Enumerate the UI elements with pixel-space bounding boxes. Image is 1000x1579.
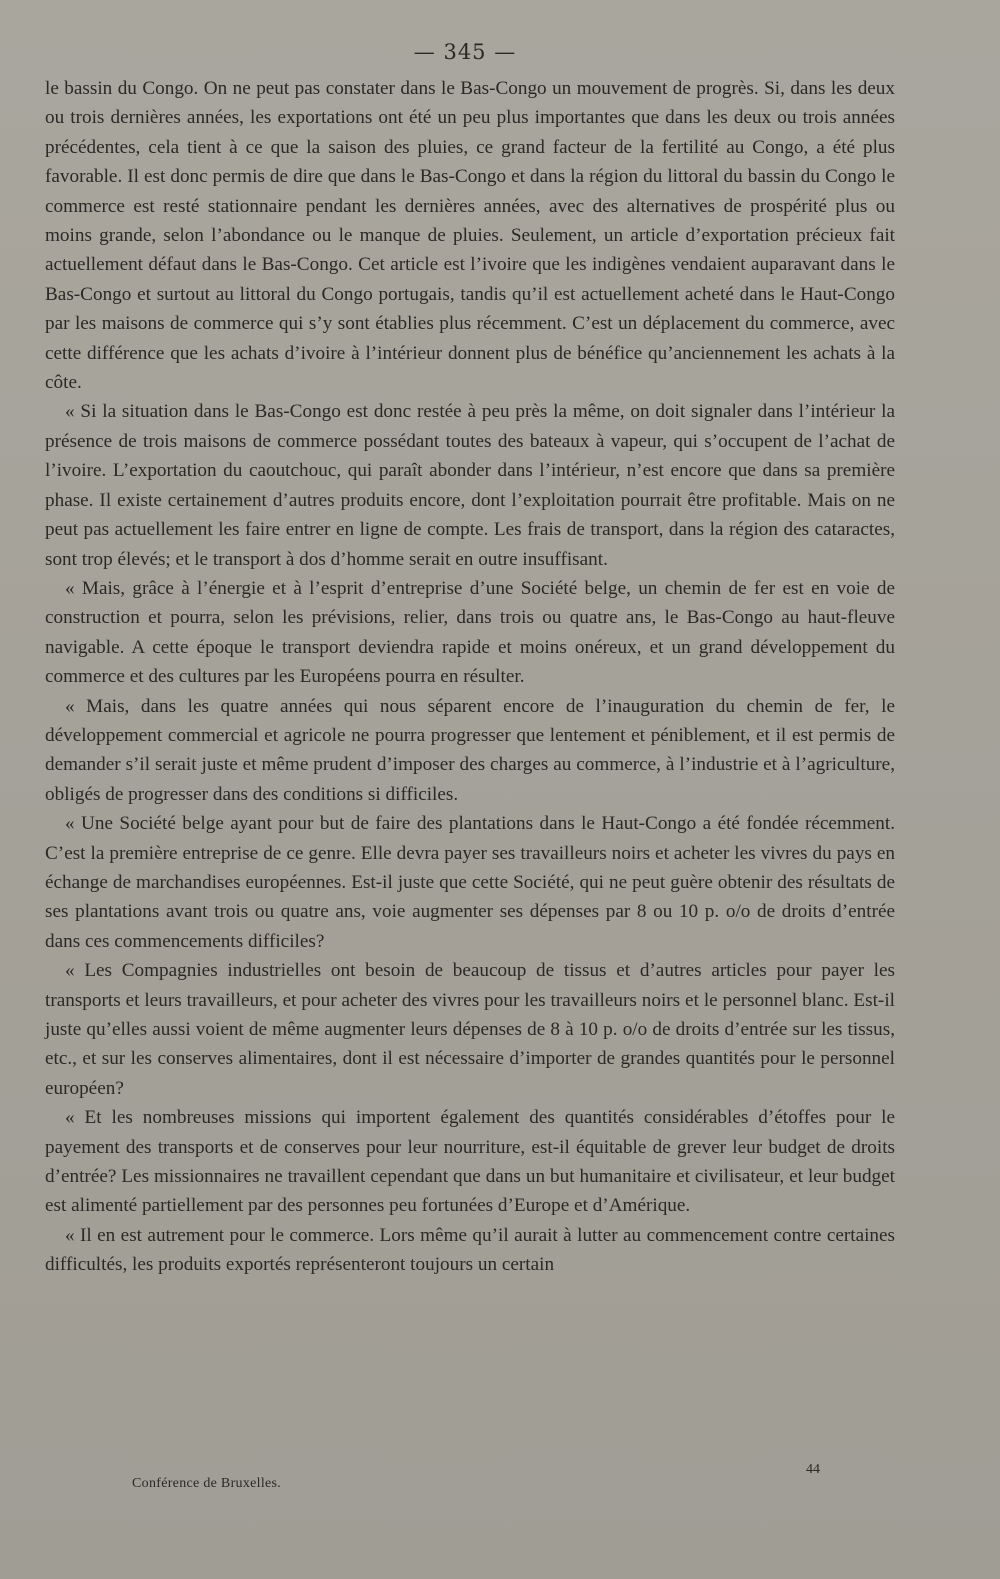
- footer-title: Conférence de Bruxelles.: [132, 1476, 282, 1491]
- paragraph-four-years: « Mais, dans les quatre années qui nous séparent encore de l’inauguration du chemin de fer, le développement commercial et agricole ne pourra progresser que lentement et péniblement, et il est permis de demander s’il serait juste et même prudent d’imposer des charges au commerce, à l’industrie et à l’agriculture, obligés de progresser dans des conditions si difficiles.: [45, 695, 895, 805]
- paragraph-situation: « Si la situation dans le Bas-Congo est donc restée à peu près la même, on doit signaler dans l’intérieur la présence de trois maisons de commerce possédant toutes des bateaux à vapeur, qui s’occupent de l’achat de l’ivoire. L’exportation du caoutchouc, qui paraît abonder dans l’intérieur, n’est encore que dans sa première phase. Il existe certainement d’autres produits encore, dont l’exploitation pourrait être profitable. Mais on ne peut pas actuellement les faire entrer en ligne de compte. Les frais de transport, dans la région des cataractes, sont trop élevés; et le transport à dos d’homme serait en outre insuffisant.: [45, 401, 895, 570]
- body-text: [45, 74, 895, 1280]
- page-number: — 345 —: [413, 40, 517, 64]
- paragraph-industrial-companies: « Les Compagnies industrielles ont besoin de beaucoup de tissus et d’autres articles pour payer les transports et leurs travailleurs, et pour acheter des vivres pour les travailleurs noirs et le personnel blanc. Est-il juste qu’elles aussi voient de même augmenter leurs dépenses de 8 à 10 p. o/o de droits d’entrée sur les tissus, etc., et sur les conserves alimentaires, dont il est nécessaire d’importer de grandes quantités pour le personnel européen?: [45, 960, 895, 1099]
- paragraph-missions: « Et les nombreuses missions qui importent également des quantités considérables d’étoffes pour le payement des transports et de conserves pour leur nourriture, est-il équitable de grever leur budget de droits d’entrée? Les missionnaires ne travaillent cependant que dans un but humanitaire et civilisateur, et leur budget est alimenté partiellement par des personnes peu fortunées d’Europe et d’Amérique.: [45, 1107, 895, 1217]
- paragraph-railway: « Mais, grâce à l’énergie et à l’esprit d’entreprise d’une Société belge, un chemin de fer est en voie de construction et pourra, selon les prévisions, relier, dans trois ou quatre ans, le Bas-Congo au haut-fleuve navigable. A cette époque le transport deviendra rapide et moins onéreux, et un grand développement du commerce et des cultures par les Européens pourra en résulter.: [45, 577, 895, 688]
- paragraph-commerce: « Il en est autrement pour le commerce. Lors même qu’il aurait à lutter au commencement contre certaines difficultés, les produits exportés représenteront toujours un certain: [45, 1224, 895, 1276]
- paragraph-continuation: le bassin du Congo. On ne peut pas constater dans le Bas-Congo un mouvement de progrès. Si, dans les deux ou trois dernières années, les exportations ont été un peu plus importantes que dans les deux ou trois années précédentes, cela tient à ce que la saison des pluies, ce grand facteur de la fertilité au Congo, a été plus favorable. Il est donc permis de dire que dans le Bas-Congo et dans la région du littoral du bassin du Congo le commerce est resté stationnaire pendant les dernières années, avec des alternatives de prospérité plus ou moins grande, selon l’abondance ou le manque de pluies. Seulement, un article d’exportation précieux fait actuellement défaut dans le Bas-Congo. Cet article est l’ivoire que les indigènes vendaient auparavant dans le Bas-Congo et surtout au littoral du Congo portugais, tandis qu’il est actuellement acheté dans le Haut-Congo par les maisons de commerce qui s’y sont établies plus récemment. C’est un déplacement du commerce, avec cette différence que les achats d’ivoire à l’intérieur donnent plus de bénéfice qu’anciennement les achats à la côte.: [45, 78, 895, 394]
- paragraph-plantation-society: « Une Société belge ayant pour but de faire des plantations dans le Haut-Congo a été fondée récemment. C’est la première entreprise de ce genre. Elle devra payer ses travailleurs noirs et acheter les vivres du pays en échange de marchandises européennes. Est-il juste que cette Société, qui ne peut guère obtenir des résultats de ses plantations avant trois ou quatre ans, voie augmenter ses dépenses par 8 ou 10 p. o/o de droits d’entrée dans ces commencements difficiles?: [45, 813, 895, 952]
- signature-mark: 44: [806, 1462, 820, 1477]
